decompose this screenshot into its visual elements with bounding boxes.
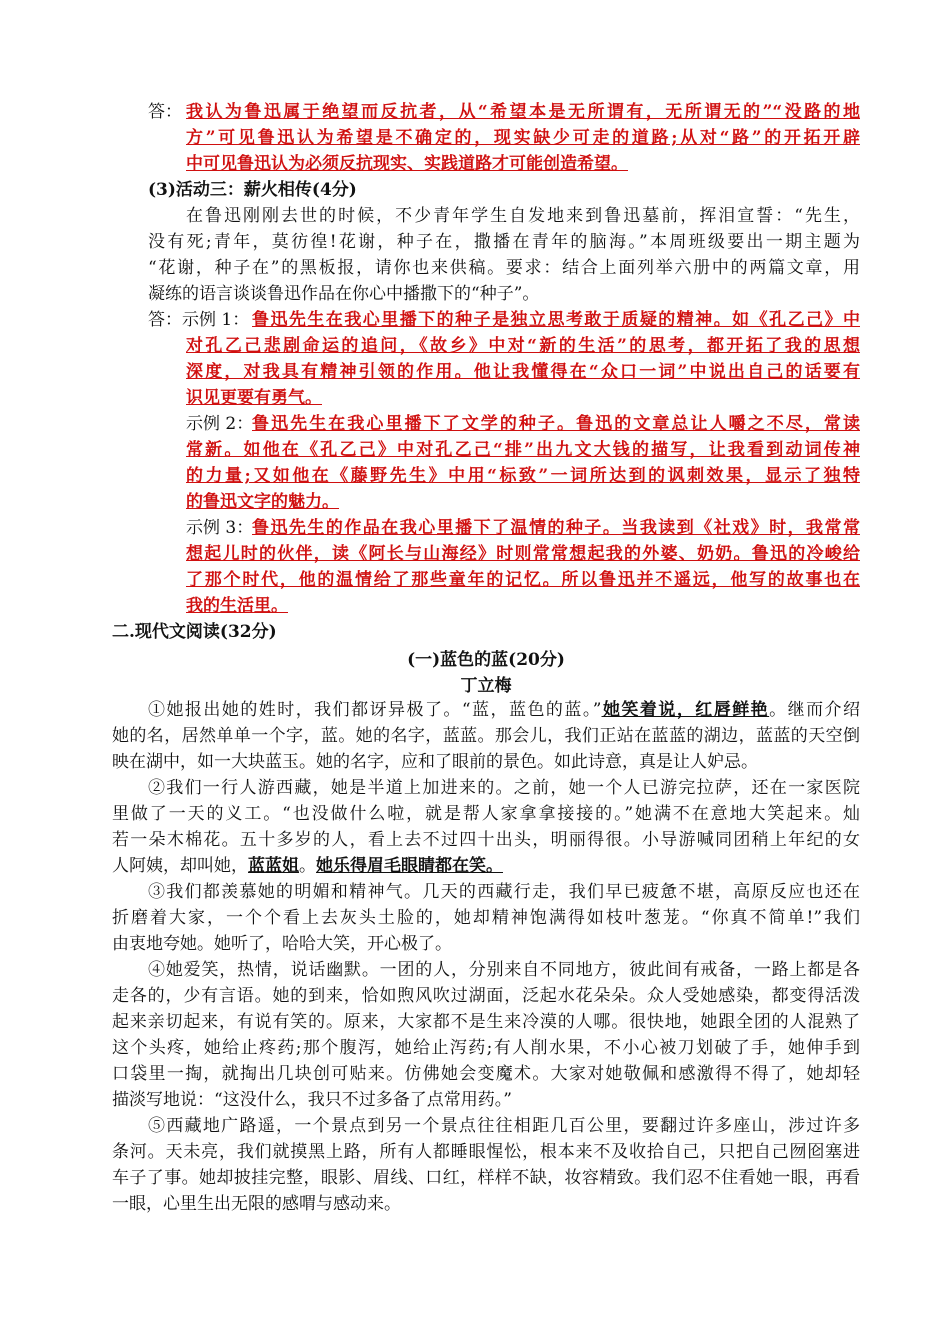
article-line [112,828,860,852]
article-line [112,932,452,956]
example-label: 示例 3： [186,518,254,538]
text-run: 由衷地夸她。她听了，哈哈大笑，开心极了。 [112,934,452,954]
activity-title: (3)活动三：薪火相传(4分) [148,180,357,200]
article-line [112,854,503,878]
example-label: 示例 2： [186,414,254,434]
text-run: 折磨着大家，一个个看上去灰头土脸的，她却精神饱满得如枝叶葱茏。“你真不简单!”我们 [112,908,860,928]
prompt-line: “花谢，种子在”的黑板报，请你也来供稿。要求：结合上面列举六册中的两篇文章，用 [148,258,860,278]
answer-line: 方”可见鲁迅认为希望是不确定的，现实缺少可走的道路;从对“路”的开拓开辟 [186,128,860,148]
text-run: 映在湖中，如一大块蓝玉。她的名字，应和了眼前的景色。如此诗意，真是让人妒忌。 [112,752,758,772]
example-line: 想起儿时的伙伴，读《阿长与山海经》时则常常想起我的外婆、奶奶。鲁迅的冷峻给 [186,544,860,564]
text-run: 起来亲切起来，有说有笑的。原来，大家都不是生来冷漠的人哪。很快地，她跟全团的人混熟了 [112,1012,860,1032]
text-run: ④她爱笑，热情，说话幽默。一团的人，分别来自不同地方，彼此间有戒备，一路上都是各 [148,960,860,980]
answer-line: 中可见鲁迅认为必须反抗现实、实践道路才可能创造希望。 [186,154,628,174]
article-line [112,1166,860,1190]
article-line [112,1140,860,1164]
underlined-phrase: 她乐得眉毛眼睛都在笑。 [316,856,503,876]
text-run: 里做了一天的义工。“也没做什么啦，就是帮人家拿拿接接的。”她满不在意地大笑起来。灿 [112,804,860,824]
text-run: 走各的，少有言语。她的到来，恰如煦风吹过湖面，泛起水花朵朵。众人受她感染，都变得活泼 [112,986,860,1006]
article-line [148,1114,860,1138]
article-line [148,776,860,800]
text-run: 这个头疼，她给止疼药;那个腹泻，她给止泻药;有人削水果，不小心被刀划破了手，她伸手到 [112,1038,860,1058]
article-line [112,1010,860,1034]
article-line [112,1088,512,1112]
article-line [112,724,860,748]
text-run: 。 [299,856,316,876]
example-line: 的鲁迅文字的魅力。 [186,492,339,512]
example-line: 深度，对我具有精神引领的作用。他让我懂得在“众口一词”中说出自己的话要有 [186,362,860,382]
prompt-line: 没有死;青年，莫彷徨!花谢，种子在，撒播在青年的脑海。”本周班级要出一期主题为 [148,232,860,252]
article-line [112,1036,860,1060]
text-run: 口袋里一掏，就掏出几块创可贴来。仿佛她会变魔术。大家对她敬佩和感激得不得了，她却轻 [112,1064,860,1084]
text-run: ⑤西藏地广路遥，一个景点到另一个景点往往相距几百公里，要翻过许多座山，涉过许多 [148,1116,860,1136]
article-line [112,750,758,774]
text-run: 一眼，心里生出无限的感喟与感动来。 [112,1194,401,1214]
text-run: ③我们都羡慕她的明媚和精神气。几天的西藏行走，我们早已疲惫不堪，高原反应也还在 [148,882,860,902]
example-line: 鲁迅先生在我心里播下了文学的种子。鲁迅的文章总让人嚼之不尽，常读 [252,414,860,434]
article-line [148,880,860,904]
example-line: 常新。如他在《孔乙己》中对孔乙己“排”出九文大钱的描写，让我看到动词传神 [186,440,860,460]
prompt-line: 凝练的语言谈谈鲁迅作品在你心中播撒下的“种子”。 [148,284,540,304]
text-run: 。继而介绍 [769,700,861,720]
text-run: ①她报出她的姓时，我们都讶异极了。“蓝，蓝色的蓝。” [148,700,602,720]
text-run: 她的名，居然单单一个字，蓝。她的名字，蓝蓝。那会儿，我们正站在蓝蓝的湖边，蓝蓝的天空倒 [112,726,860,746]
text-run: 人阿姨，却叫她， [112,856,248,876]
underlined-phrase: 她笑着说，红唇鲜艳 [601,700,770,720]
section-heading: 二.现代文阅读(32分) [112,622,277,642]
example-label: 示例 1： [182,310,250,330]
text-run: 若一朵木棉花。五十多岁的人，看上去不过四十出头，明丽得很。小导游喊同团稍上年纪的女 [112,830,860,850]
text-run: 描淡写地说：“这没什么，我只不过多备了点常用药。” [112,1090,512,1110]
article-line [148,958,860,982]
article-line [112,984,860,1008]
example-line: 识见更要有勇气。 [186,388,322,408]
example-line: 鲁迅先生的作品在我心里播下了温情的种子。当我读到《社戏》时，我常常 [252,518,860,538]
article-title: (一)蓝色的蓝(20分) [407,650,565,670]
example-line: 的力量;又如他在《藤野先生》中用“标致”一词所达到的讽刺效果，显示了独特 [186,466,860,486]
answer-prefix: 答：示例 1： [148,310,250,330]
example-line: 我的生活里。 [186,596,288,616]
article-line [112,802,860,826]
example-line: 鲁迅先生在我心里播下的种子是独立思考敢于质疑的精神。如《孔乙己》中 [252,310,860,330]
example-line: 对孔乙己悲剧命运的追问，《故乡》中对“新的生活”的思考，都开拓了我的思想 [186,336,860,356]
answer-line: 我认为鲁迅属于绝望而反抗者，从“希望本是无所谓有，无所谓无的”“没路的地 [186,102,860,122]
article-line [112,1062,860,1086]
prompt-line: 在鲁迅刚刚去世的时候，不少青年学生自发地来到鲁迅墓前，挥泪宣誓：“先生， [186,206,860,226]
text-run: ②我们一行人游西藏，她是半道上加进来的。之前，她一个人已游完拉萨，还在一家医院 [148,778,860,798]
underlined-phrase: 蓝蓝姐 [248,856,299,876]
answer-prefix: 答： [148,102,182,122]
article-line [112,906,860,930]
article-author: 丁立梅 [460,676,512,696]
article-line [112,1192,401,1216]
article-line [148,698,860,722]
text-run: 条河。天未亮，我们就摸黑上路，所有人都睡眼惺忪，根本来不及收拾自己，只把自己囫囵塞进 [112,1142,860,1162]
text-run: 车子了事。她却披挂完整，眼影、眉线、口红，样样不缺，妆容精致。我们忍不住看她一眼，再看 [112,1168,860,1188]
example-line: 了那个时代，他的温情给了那些童年的记忆。所以鲁迅并不遥远，他写的故事也在 [186,570,860,590]
